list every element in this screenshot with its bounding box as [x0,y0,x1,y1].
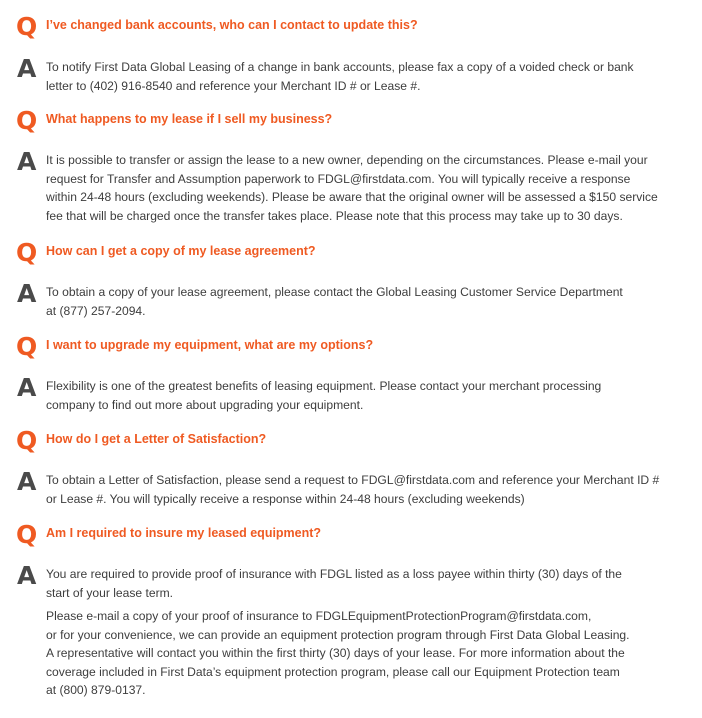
a-icon: A [17,147,37,176]
question-text: How can I get a copy of my lease agreement? [46,244,316,258]
q-icon: Q [16,332,38,361]
answer-text: To obtain a Letter of Satisfaction, please send a request to FDGL@firstdata.com and reference your Merchant ID # or Lease #. You will typically receive a response within 24-48 hours (excluding weekends) [46,473,660,506]
q-icon: Q [16,238,38,267]
question-text: I want to upgrade my equipment, what are my options? [46,338,374,352]
question-text: What happens to my lease if I sell my business? [46,112,333,126]
question-text: Am I required to insure my leased equipment? [46,526,322,540]
q-icon: Q [16,520,38,549]
answer-text: You are required to provide proof of insurance with FDGL listed as a loss payee within thirty (30) days of the start of your lease term. [46,567,622,600]
answer-text: To obtain a copy of your lease agreement, please contact the Global Leasing Customer Service Department at (877) 257-2094. [46,285,623,318]
a-icon: A [17,279,37,308]
question-text: How do I get a Letter of Satisfaction? [46,432,267,446]
q-icon: Q [16,106,38,135]
q-icon: Q [16,12,38,41]
a-icon: A [17,373,37,402]
a-icon: A [17,561,37,590]
a-icon: A [17,467,37,496]
a-icon: A [17,54,37,83]
answer-extra-text: Please e-mail a copy of your proof of insurance to FDGLEquipmentProtectionProgram@firstdata.com, or for your convenience, we can provide an equipment protection program through First Data Global Leasing. A representative will contact you within the first thirty (30) days of your lease. For more information about the coverage included in First Data’s equipment protection program, please call our Equipment Protection team at (800) 879-0137. [46,609,630,697]
answer-text: It is possible to transfer or assign the lease to a new owner, depending on the circumstances. Please e-mail your request for Transfer and Assumption paperwork to FDGL@firstdata.com. You will typically receive a response within 24-48 hours (excluding weekends). Please be aware that the original owner will be assessed a $150 service fee that will be charged once the transfer takes place. Please note that this process may take up to 30 days. [46,153,658,223]
question-text: I’ve changed bank accounts, who can I contact to update this? [46,18,418,32]
answer-text: To notify First Data Global Leasing of a change in bank accounts, please fax a copy of a voided check or bank letter to (402) 916-8540 and reference your Merchant ID # or Lease #. [46,60,634,93]
answer-text: Flexibility is one of the greatest benefits of leasing equipment. Please contact your merchant processing company to find out more about upgrading your equipment. [46,379,602,412]
q-icon: Q [16,426,38,455]
